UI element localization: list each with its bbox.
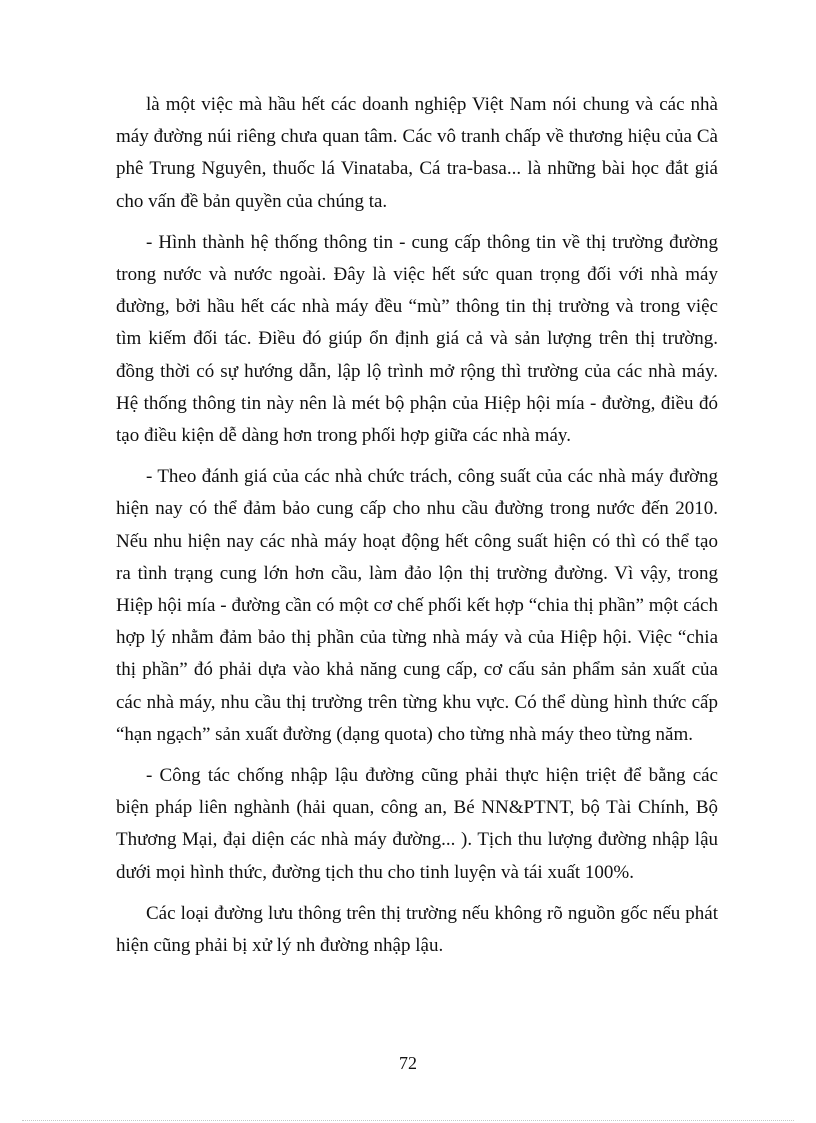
page-number: 72 [399, 1053, 417, 1073]
paragraph-information-system: - Hình thành hệ thống thông tin - cung cấp thông tin về thị trường đường trong nước và nước ngoài. Đây là việc hết sức quan trọng đối với nhà máy đường, bởi hầu hết các nhà máy đều “mù” thông tin thị trường và trong việc tìm kiếm đối tác. Điều đó giúp ổn định giá cả và sản lượng trên thị trường. đồng thời có sự hướng dẫn, lập lộ trình mở rộng thì trường của các nhà máy. Hệ thống thông tin này nên là mét bộ phận của Hiệp hội mía - đường, điều đó tạo điều kiện dễ dàng hơn trong phối hợp giữa các nhà máy. [116, 231, 718, 447]
page-bottom-divider [22, 1120, 794, 1121]
paragraph-brand-protection: là một việc mà hầu hết các doanh nghiệp Việt Nam nói chung và các nhà máy đường núi riêng chưa quan tâm. Các vô tranh chấp về thương hiệu của Cà phê Trung Nguyên, thuốc lá Vinataba, Cá tra-basa... là những bài học đắt giá cho vấn đề bản quyền của chúng ta. [116, 94, 718, 212]
paragraph-market-share: - Theo đánh giá của các nhà chức trách, công suất của các nhà máy đường hiện nay có thể đảm bảo cung cấp cho nhu cầu đường trong nước đến 2010. Nếu nhu hiện nay các nhà máy hoạt động hết công suất hiện có thì có thể tạo ra tình trạng cung lớn hơn cầu, làm đảo lộn thị trường đường. Vì vậy, trong Hiệp hội mía - đường cần có một cơ chế phối kết hợp “chia thị phần” một cách hợp lý nhằm đảm bảo thị phần của từng nhà máy và của Hiệp hội. Việc “chia thị phần” đó phải dựa vào khả năng cung cấp, cơ cấu sản phẩm sản xuất của các nhà máy, nhu cầu thị trường trên từng khu vực. Có thể dùng hình thức cấp “hạn ngạch” sản xuất đường (dạng quota) cho từng nhà máy theo từng năm. [116, 466, 718, 745]
body-text [116, 89, 718, 962]
paragraph-unknown-origin: Các loại đường lưu thông trên thị trường nếu không rõ nguồn gốc nếu phát hiện cũng phải bị xử lý nh đường nhập lậu. [116, 902, 718, 957]
paragraph-anti-smuggling: - Công tác chống nhập lậu đường cũng phải thực hiện triệt để bằng các biện pháp liên nghành (hải quan, công an, Bé NN&PTNT, bộ Tài Chính, Bộ Thương Mại, đại diện các nhà máy đường... ). Tịch thu lượng đường nhập lậu dưới mọi hình thức, đường tịch thu cho tinh luyện và tái xuất 100%. [116, 765, 718, 883]
